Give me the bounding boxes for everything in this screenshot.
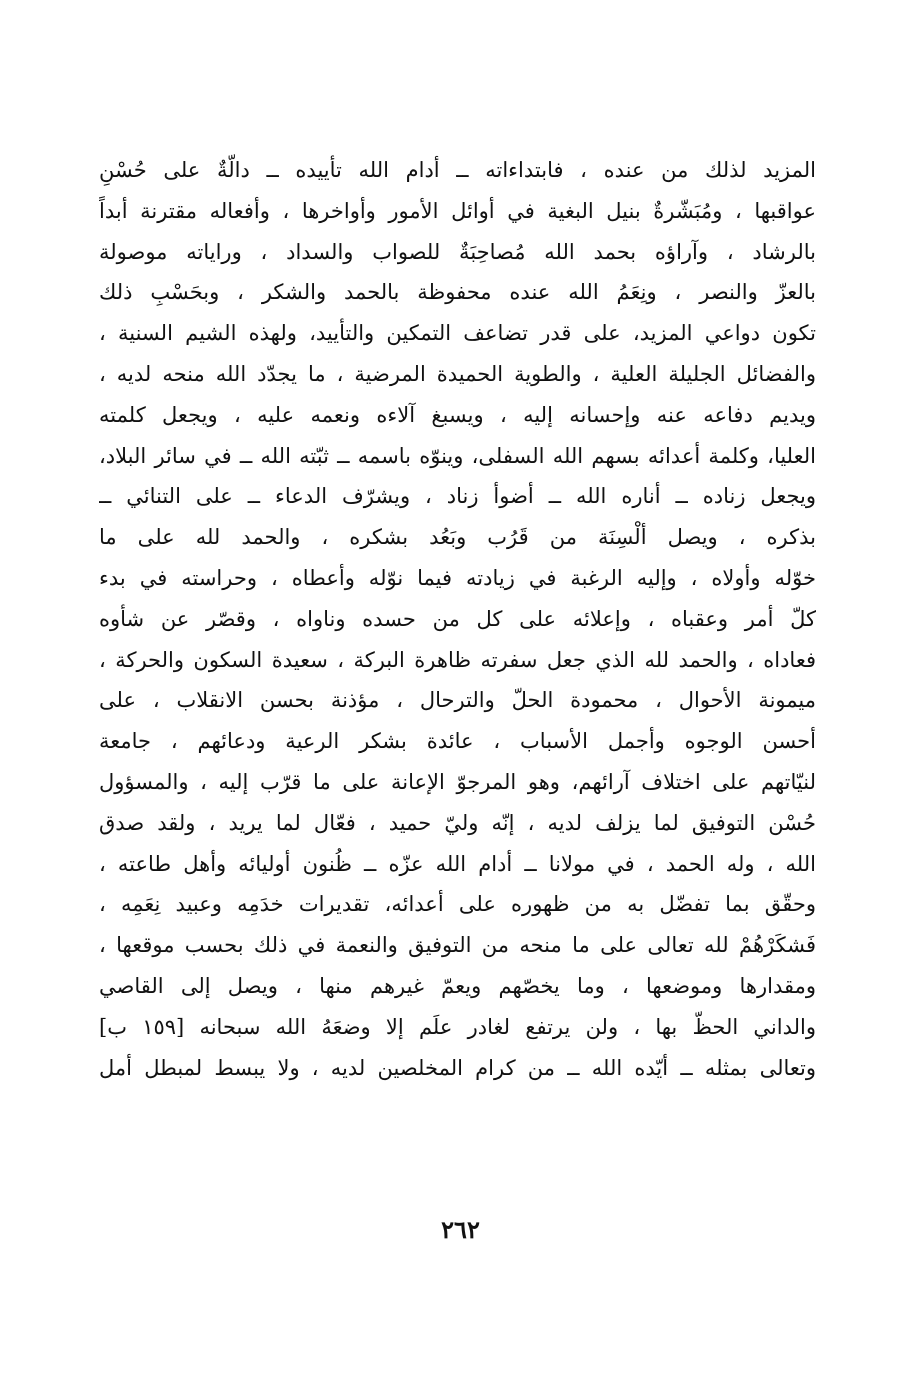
text-line: أحسن الوجوه وأجمل الأسباب ، عائدة بشكر الرعية ودعائهم ، جامعة [99,729,816,754]
text-line: لنيّاتهم على اختلاف آرائهم، وهو المرجوّ الإعانة على ما قرّب إليه ، والمسؤول [99,769,816,794]
text-line: ويديم دفاعه عنه وإحسانه إليه ، ويسبغ آلاءه ونعمه عليه ، ويجعل كلمته [99,402,816,427]
text-line: وتعالى بمثله ــ أيّده الله ــ من كرام المخلصين لديه ، ولا يبسط لمبطل أمل [99,1055,816,1080]
text-line: بالرشاد ، وآراؤه بحمد الله مُصاحِبَةٌ للصواب والسداد ، وراياته موصولة [99,239,816,264]
page-number: ٢٦٢ [441,1215,480,1244]
text-line: فَشكَرْهُمْ لله تعالى على ما منحه من التوفيق والنعمة في ذلك بحسب موقعها ، [99,933,816,958]
text-line: العليا، وكلمة أعدائه بسهم الله السفلى، وينوّه باسمه ــ ثبّته الله ــ في سائر البلاد، [99,443,816,468]
text-line: ميمونة الأحوال ، محمودة الحلّ والترحال ، مؤذنة بحسن الانقلاب ، على [99,688,816,713]
text-line: والفضائل الجليلة العلية ، والطوية الحميدة المرضية ، ما يجدّد الله منحه لديه ، [99,361,816,386]
body-text [99,150,816,1088]
text-line: الله ، وله الحمد ، في مولانا ــ أدام الله عزّه ــ ظُنون أوليائه وأهل طاعته ، [99,851,816,876]
text-line: وحقّق بما تفضّل به من ظهوره على أعدائه، تقديرات خدَمِه وعبيد نِعَمِه ، [99,892,816,917]
text-line: تكون دواعي المزيد، على قدر تضاعف التمكين والتأييد، ولهذه الشيم السنية ، [99,321,816,346]
text-line: والداني الحظّ بها ، ولن يرتفع لغادر علَم إلا وضعَهُ الله سبحانه [١٥٩ ب] [99,1014,816,1039]
text-line: حُسْن التوفيق لما يزلف لديه ، إنّه وليّ حميد ، فعّال لما يريد ، ولقد صدق [99,810,816,835]
text-line: عواقبها ، ومُبَشّرةٌ بنيل البغية في أوائل الأمور وأواخرها ، وأفعاله مقترنة أبداً [99,198,816,223]
text-line: فعاداه ، والحمد لله الذي جعل سفرته ظاهرة البركة ، سعيدة السكون والحركة ، [99,647,816,672]
text-line: ومقدارها وموضعها ، وما يخصّهم ويعمّ غيرهم منها ، ويصل إلى القاصي [99,973,816,998]
text-line: خوّله وأولاه ، وإليه الرغبة في زيادته فيما نوّله وأعطاه ، وحراسته في بدء [99,565,816,590]
text-line: ويجعل زناده ــ أناره الله ــ أضوأ زناد ، ويشرّف الدعاء ــ على التنائي ــ [99,484,816,509]
text-line: كلّ أمر وعقباه ، وإعلائه على كل من حسده وناواه ، وقصّر عن شأوه [99,606,816,631]
text-line: بالعزّ والنصر ، ونِعَمُ الله عنده محفوظة بالحمد والشكر ، وبحَسْبِ ذلك [99,280,816,305]
text-line: بذكره ، ويصل ألْسِنَة من قَرُب وبَعُد بشكره ، والحمد لله على ما [99,525,816,550]
text-line: المزيد لذلك من عنده ، فابتداءاته ــ أدام الله تأييده ــ دالّةٌ على حُسْنِ [99,158,816,182]
